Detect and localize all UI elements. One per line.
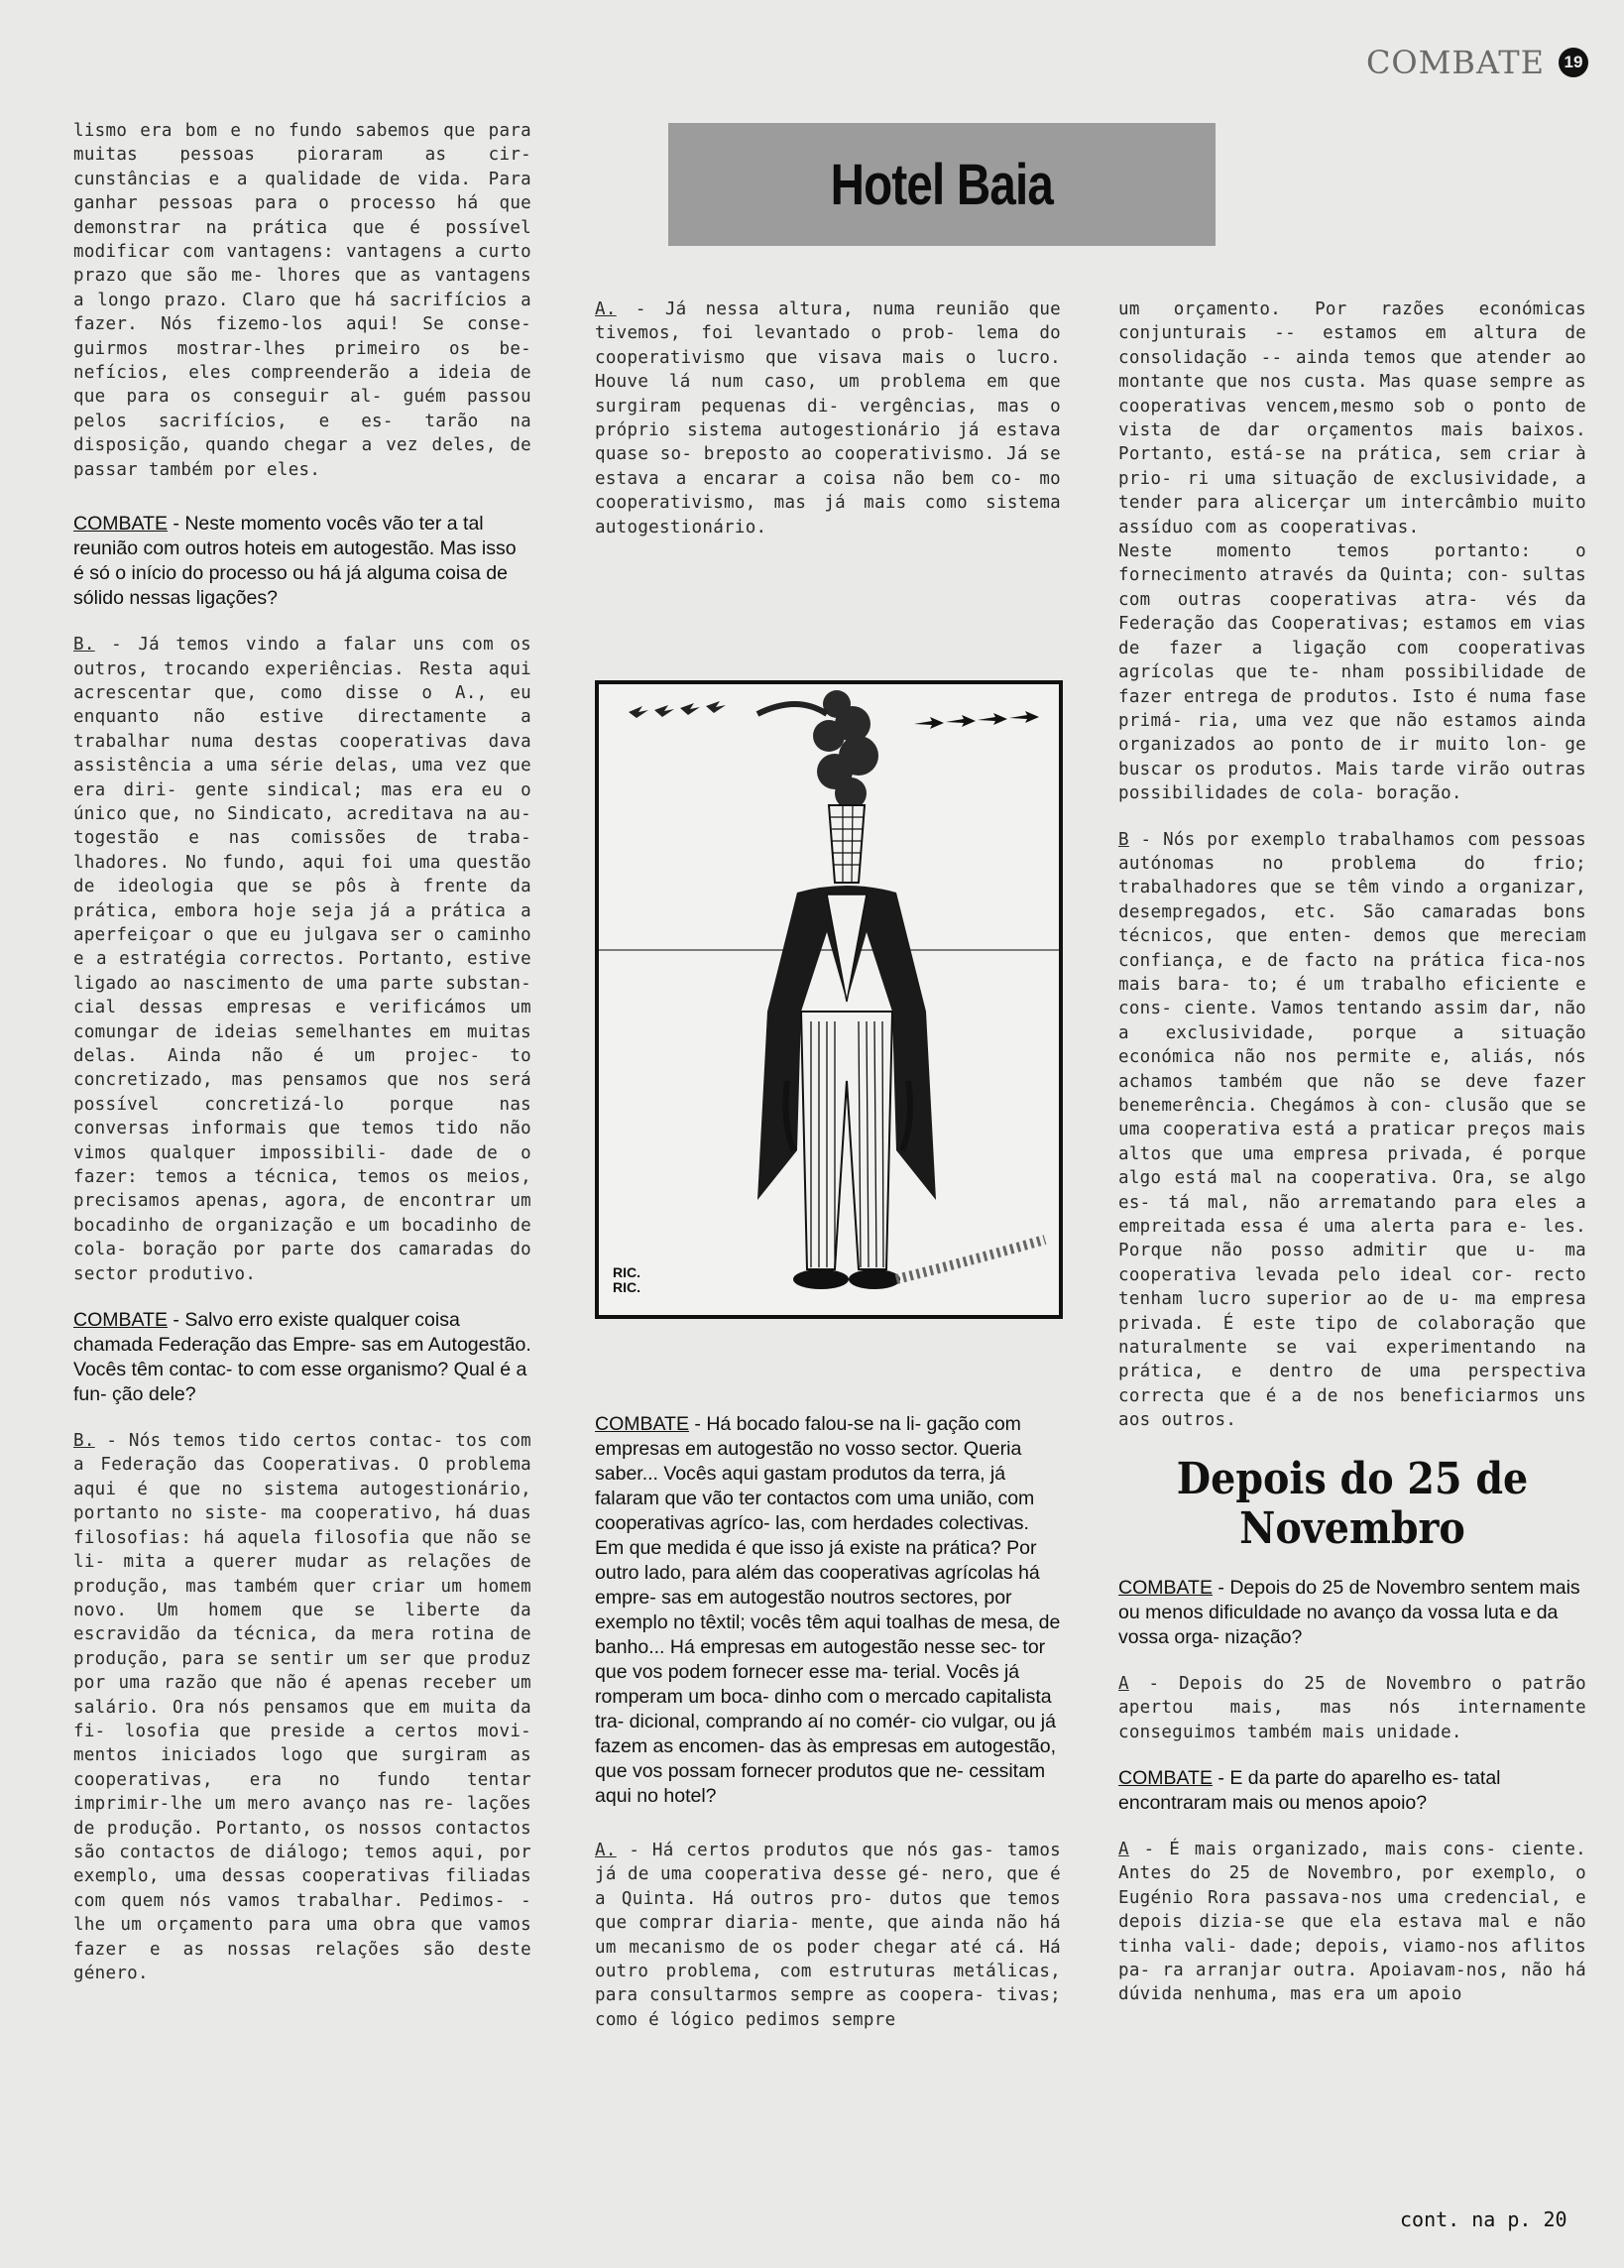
answer (1118, 828, 1586, 1433)
column-2-lower (595, 1412, 1061, 2032)
answer-text: - Depois do 25 de Novembro o patrão apertou mais, mas nós internamente conseguimos também mais unidade. (1118, 1673, 1586, 1742)
question-text: - Salvo erro existe qualquer coisa chamada Federação das Empre- sas em Autogestão. Vocês têm contac- to com esse organismo? Qual é a fun- ção dele? (73, 1309, 531, 1406)
speaker-label: COMBATE (73, 513, 168, 536)
answer-text: - Já nessa altura, numa reunião que tivemos, foi levantado o prob- lema do cooperativismo que visava mais o lucro. Houve lá num caso, um problema em que surgiram pequenas di- vergências, mas o próprio sistema autogestionário já estava quase so- breposto ao cooperativismo. Já se estava a encarar a coisa não bem co- mo cooperativismo, mas já mais como sistema autogestionário. (595, 299, 1061, 537)
speaker-label: COMBATE (595, 1413, 689, 1435)
page-header (1366, 44, 1588, 81)
answer-text: - Nós por exemplo trabalhamos com pessoas autónomas no problema do frio; trabalhadores que se têm vindo a organizar, desempregados, etc. São camaradas bons técnicos, que enten- demos que mereciam confiança, e de facto na prática fica-nos mais bara- to; é um trabalho eficiente e cons- ciente. Vamos tentando assim dar, não a exclusividade, porque a situação económica não nos permite e, aliás, nós achamos também que não se deve fazer benemerência. Chegámos à con- clusão que se uma cooperativa está a praticar preços mais altos que uma empresa privada, é porque algo está mal na cooperativa. Ora, se algo es- tá mal, não arrematando para eles a empreitada essa é uma alerta para e- les. Porque não posso admitir que u- ma cooperativa levada pelo ideal cor- recto tenham lucro superior ao de u- ma empresa privada. É este tipo de colaboração que naturalmente se vai experimentando na prática, e dentro de uma perspectiva correcta que é a de nos beneficiarmos uns aos outros. (1118, 829, 1586, 1431)
smoke-cloud (757, 690, 878, 809)
speaker-label: COMBATE (1118, 1576, 1213, 1599)
paragraph: lismo era bom e no fundo sabemos que para muitas pessoas pioraram as cir- cunstâncias e a qualidade de vida. Para ganhar pessoas para o processo há que demonstrar na prática que é possível modificar com vantagens: vantagens a curto prazo que são me- lhores que as vantagens a longo prazo. Claro que há sacrifícios a fazer. Nós fizemo-los aqui! Se conse- guirmos mostrar-lhes primeiro os be- nefícios, eles compreenderão a ideia de que para os conseguir al- guém passou pelos sacrifícios, e es- tarão na disposição, quando chegar a vez deles, de passar também por eles. (73, 121, 531, 480)
speaker-label: COMBATE (1118, 1766, 1213, 1789)
birds-left (629, 701, 726, 718)
article-title-box (668, 123, 1216, 246)
speaker-label: B. (73, 1431, 95, 1452)
speaker-label: B. (73, 635, 95, 656)
question (73, 1308, 531, 1407)
column-2 (595, 298, 1061, 539)
answer-text: - Há certos produtos que nós gas- tamos já de uma cooperativa desse gé- nero, que é a Quinta. Há outros pro- dutos que temos que comprar diaria- mente, que ainda não há um mecanismo de os poder chegar até cá. Há outro problema, com estruturas metálicas, para consultarmos sempre as coopera- tivas; como é lógico pedimos sempre (595, 1841, 1061, 2030)
answer-text: - Já temos vindo a falar uns com os outros, trocando experiências. Resta aqui acrescentar que, como disse o A., eu enquanto não estive directamente a trabalhar numa destas cooperativas dava assistência a uma série delas, uma vez que era diri- gente sindical; mas era eu o único que, no Sindicato, acreditava na au- togestão e nas comissões de traba- lhadores. No fundo, aqui foi uma questão de ideologia que se pôs à frente da prática, embora hoje seja já a prática a aperfeiçoar o que eu julgava ser o caminho e a estratégia correctos. Portanto, estive ligado ao nascimento de uma parte substan- cial dessas empresas e verificámos um comungar de ideias semelhantes em muitas delas. Ainda não é um projec- to concretizado, mas pensamos que nos será possível concretizá-lo porque nas conversas informais que temos tido não vimos qualquer impossibili- dade de o fazer: temos a técnica, temos os meios, precisamos apenas, agora, de encontrar um bocadinho de organização e um bocadinho de cola- boração por parte dos camaradas do sector produtivo. (73, 635, 531, 1284)
answer (595, 298, 1061, 539)
birds-right (914, 711, 1039, 729)
answer-text: - Nós temos tido certos contac- tos com a Federação das Cooperativas. O problema aqui é que no sistema autogestionário, portanto no siste- ma cooperativo, há duas filosofias: há aquela filosofia que não se li- mita a querer mudar as relações de produção, mas também quer criar um homem novo. Um homem que se liberte da escravidão da técnica, da mera rotina de produção, para se sentir um ser que produz por uma razão que não é apenas receber um salário. Ora nós pensamos que em muita da fi- losofia que preside a certos movi- mentos iniciados logo que surgiram as cooperativas, era no fundo tentar imprimir-lhe um mero avanço nas re- lações de produção. Portanto, os nossos contactos são contactos de diálogo; temos aqui, por exemplo, uma dessas cooperativas filiadas com quem nós vamos trabalhar. Pedimos- -lhe um orçamento para uma obra que vamos fazer e as nossas relações são deste género. (73, 1431, 531, 1983)
answer (1118, 1838, 1586, 2007)
question (1118, 1766, 1586, 1816)
cartoon-drawing (599, 684, 1059, 1315)
article-title: Hotel Baia (830, 152, 1054, 217)
chimney-head (829, 805, 865, 883)
question (73, 512, 531, 611)
answer-text: - É mais organizado, mais cons- ciente. Antes do 25 de Novembro, por exemplo, o Eugénio Rora passava-nos uma credencial, e depois dizia-se que ela estava mal e não tinha vali- dade; depois, viamo-nos aflitos pa- ra arranjar outra. Apoiavam-nos, não há dúvida nenhuma, mas era um apoio (1118, 1839, 1586, 2005)
question-text: - E da parte do aparelho es- tatal encontraram mais ou menos apoio? (1118, 1766, 1501, 1814)
cartoon-illustration (595, 680, 1063, 1319)
column-1 (73, 119, 531, 1985)
speaker-label: A. (595, 299, 617, 319)
speaker-label: A (1118, 1673, 1129, 1694)
speaker-label: COMBATE (73, 1309, 168, 1332)
answer (1118, 1672, 1586, 1744)
paragraph: um orçamento. Por razões económicas conjunturais -- estamos em altura de consolidação -- ainda temos que atender ao montante que nos custa. Mas quase sempre as cooperativas vencem,mesmo sob o ponto de vista de dar orçamentos mais baixos. Portanto, está-se na prática, sem criar à prio- ri uma situação de exclusividade, a tender para alicerçar um intercâmbio muito assíduo com as cooperativas. Neste momento temos portanto: o fornecimento através da Quinta; con- sultas com outras cooperativas atra- vés da Federação das Cooperativas; estamos em vias de fazer a ligação com cooperativas agrícolas que te- nham possibilidade de fazer entrega de produtos. Isto é numa fase primá- ria, uma vez que não estamos ainda organizados ao ponto de ir muito lon- ge buscar os produtos. Mais tarde virão outras possibilidades de cola- boração. (1118, 299, 1586, 804)
masthead: COMBATE (1365, 44, 1545, 81)
section-subheading: Depois do 25 de Novembro (1176, 1453, 1529, 1554)
speaker-label: B (1118, 829, 1129, 850)
continued-on-page: cont. na p. 20 (1400, 2208, 1567, 2231)
question-text: - Depois do 25 de Novembro sentem mais ou menos dificuldade no avanço da vossa luta e da vossa orga- nização? (1118, 1576, 1580, 1648)
question-text: - Há bocado falou-se na li- gação com empresas em autogestão no vosso sector. Queria saber... Vocês aqui gastam produtos da terra, já falaram que vão ter contactos com uma união, com cooperativas agríco- las, com herdades colectivas. Em que medida é que isso já existe na prática? Por outro lado, para além das cooperativas agrícolas há empre- sas em autogestão noutros sectores, por exemplo no têxtil; vocês têm aqui toalhas de mesa, de banho... Há empresas em autogestão nesse sec- tor que vos podem fornecer esse ma- terial. Vocês já romperam um boca- dinho com o mercado capitalista tra- dicional, comprando aí no comér- cio vulgar, ou já fazem as encomen- das às empresas em autogestão, que vos possam fornecer produtos que ne- cessitam aqui no hotel? (595, 1413, 1061, 1807)
question-text: - Neste momento vocês vão ter a tal reunião com outros hoteis em autogestão. Mas isso é só o início do processo ou há já alguma coisa de sólido nessas ligações? (73, 513, 517, 610)
speaker-label: A. (595, 1841, 617, 1860)
answer (73, 1429, 531, 1985)
answer (595, 1839, 1061, 2032)
column-3 (1118, 298, 1586, 2007)
question (595, 1412, 1061, 1809)
shadow (896, 1240, 1045, 1279)
question (1118, 1576, 1586, 1650)
cartoon-signature: RIC. RIC. (613, 1264, 640, 1295)
answer (73, 633, 531, 1286)
tailcoat-figure (757, 886, 936, 1289)
page-number-badge: 19 (1559, 48, 1588, 77)
speaker-label: A (1118, 1839, 1129, 1859)
